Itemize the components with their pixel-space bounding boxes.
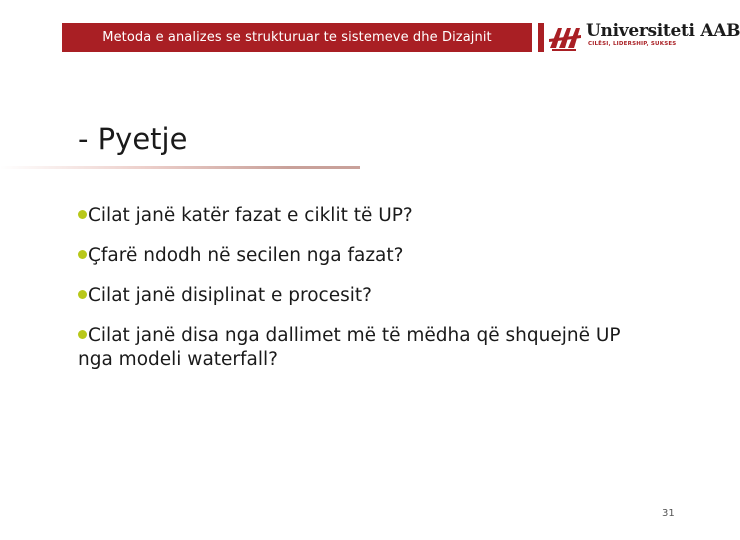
- logo-name: Universiteti AAB: [586, 21, 740, 41]
- bullet-dot-icon: [78, 330, 87, 339]
- list-item: [78, 244, 658, 268]
- university-logo: [548, 21, 740, 54]
- heading-underline: [0, 166, 360, 169]
- bullet-dot-icon: [78, 290, 87, 299]
- bullet-text: Cilat janë disa nga dallimet më të mëdha që shquejnë UP nga modeli waterfall?: [78, 325, 621, 370]
- bullet-text: Cilat janë katër fazat e ciklit të UP?: [88, 205, 413, 226]
- slide-heading: - Pyetje: [78, 122, 188, 156]
- bullet-dot-icon: [78, 250, 87, 259]
- list-item: [78, 284, 658, 308]
- bullet-text: Cilat janë disiplinat e procesit?: [88, 285, 372, 306]
- logo-tagline: CILËSI, LIDERSHIP, SUKSES: [588, 41, 677, 47]
- list-item: [78, 204, 658, 228]
- question-list: [78, 204, 658, 388]
- bullet-dot-icon: [78, 210, 87, 219]
- bullet-text: Çfarë ndodh në secilen nga fazat?: [88, 245, 404, 266]
- list-item: [78, 324, 658, 372]
- header-title: Metoda e analizes se strukturuar te sistemeve dhe Dizajnit: [102, 30, 492, 45]
- page-number: 31: [662, 508, 675, 519]
- aab-logo-mark-icon: [548, 22, 582, 52]
- header-banner: [62, 23, 538, 52]
